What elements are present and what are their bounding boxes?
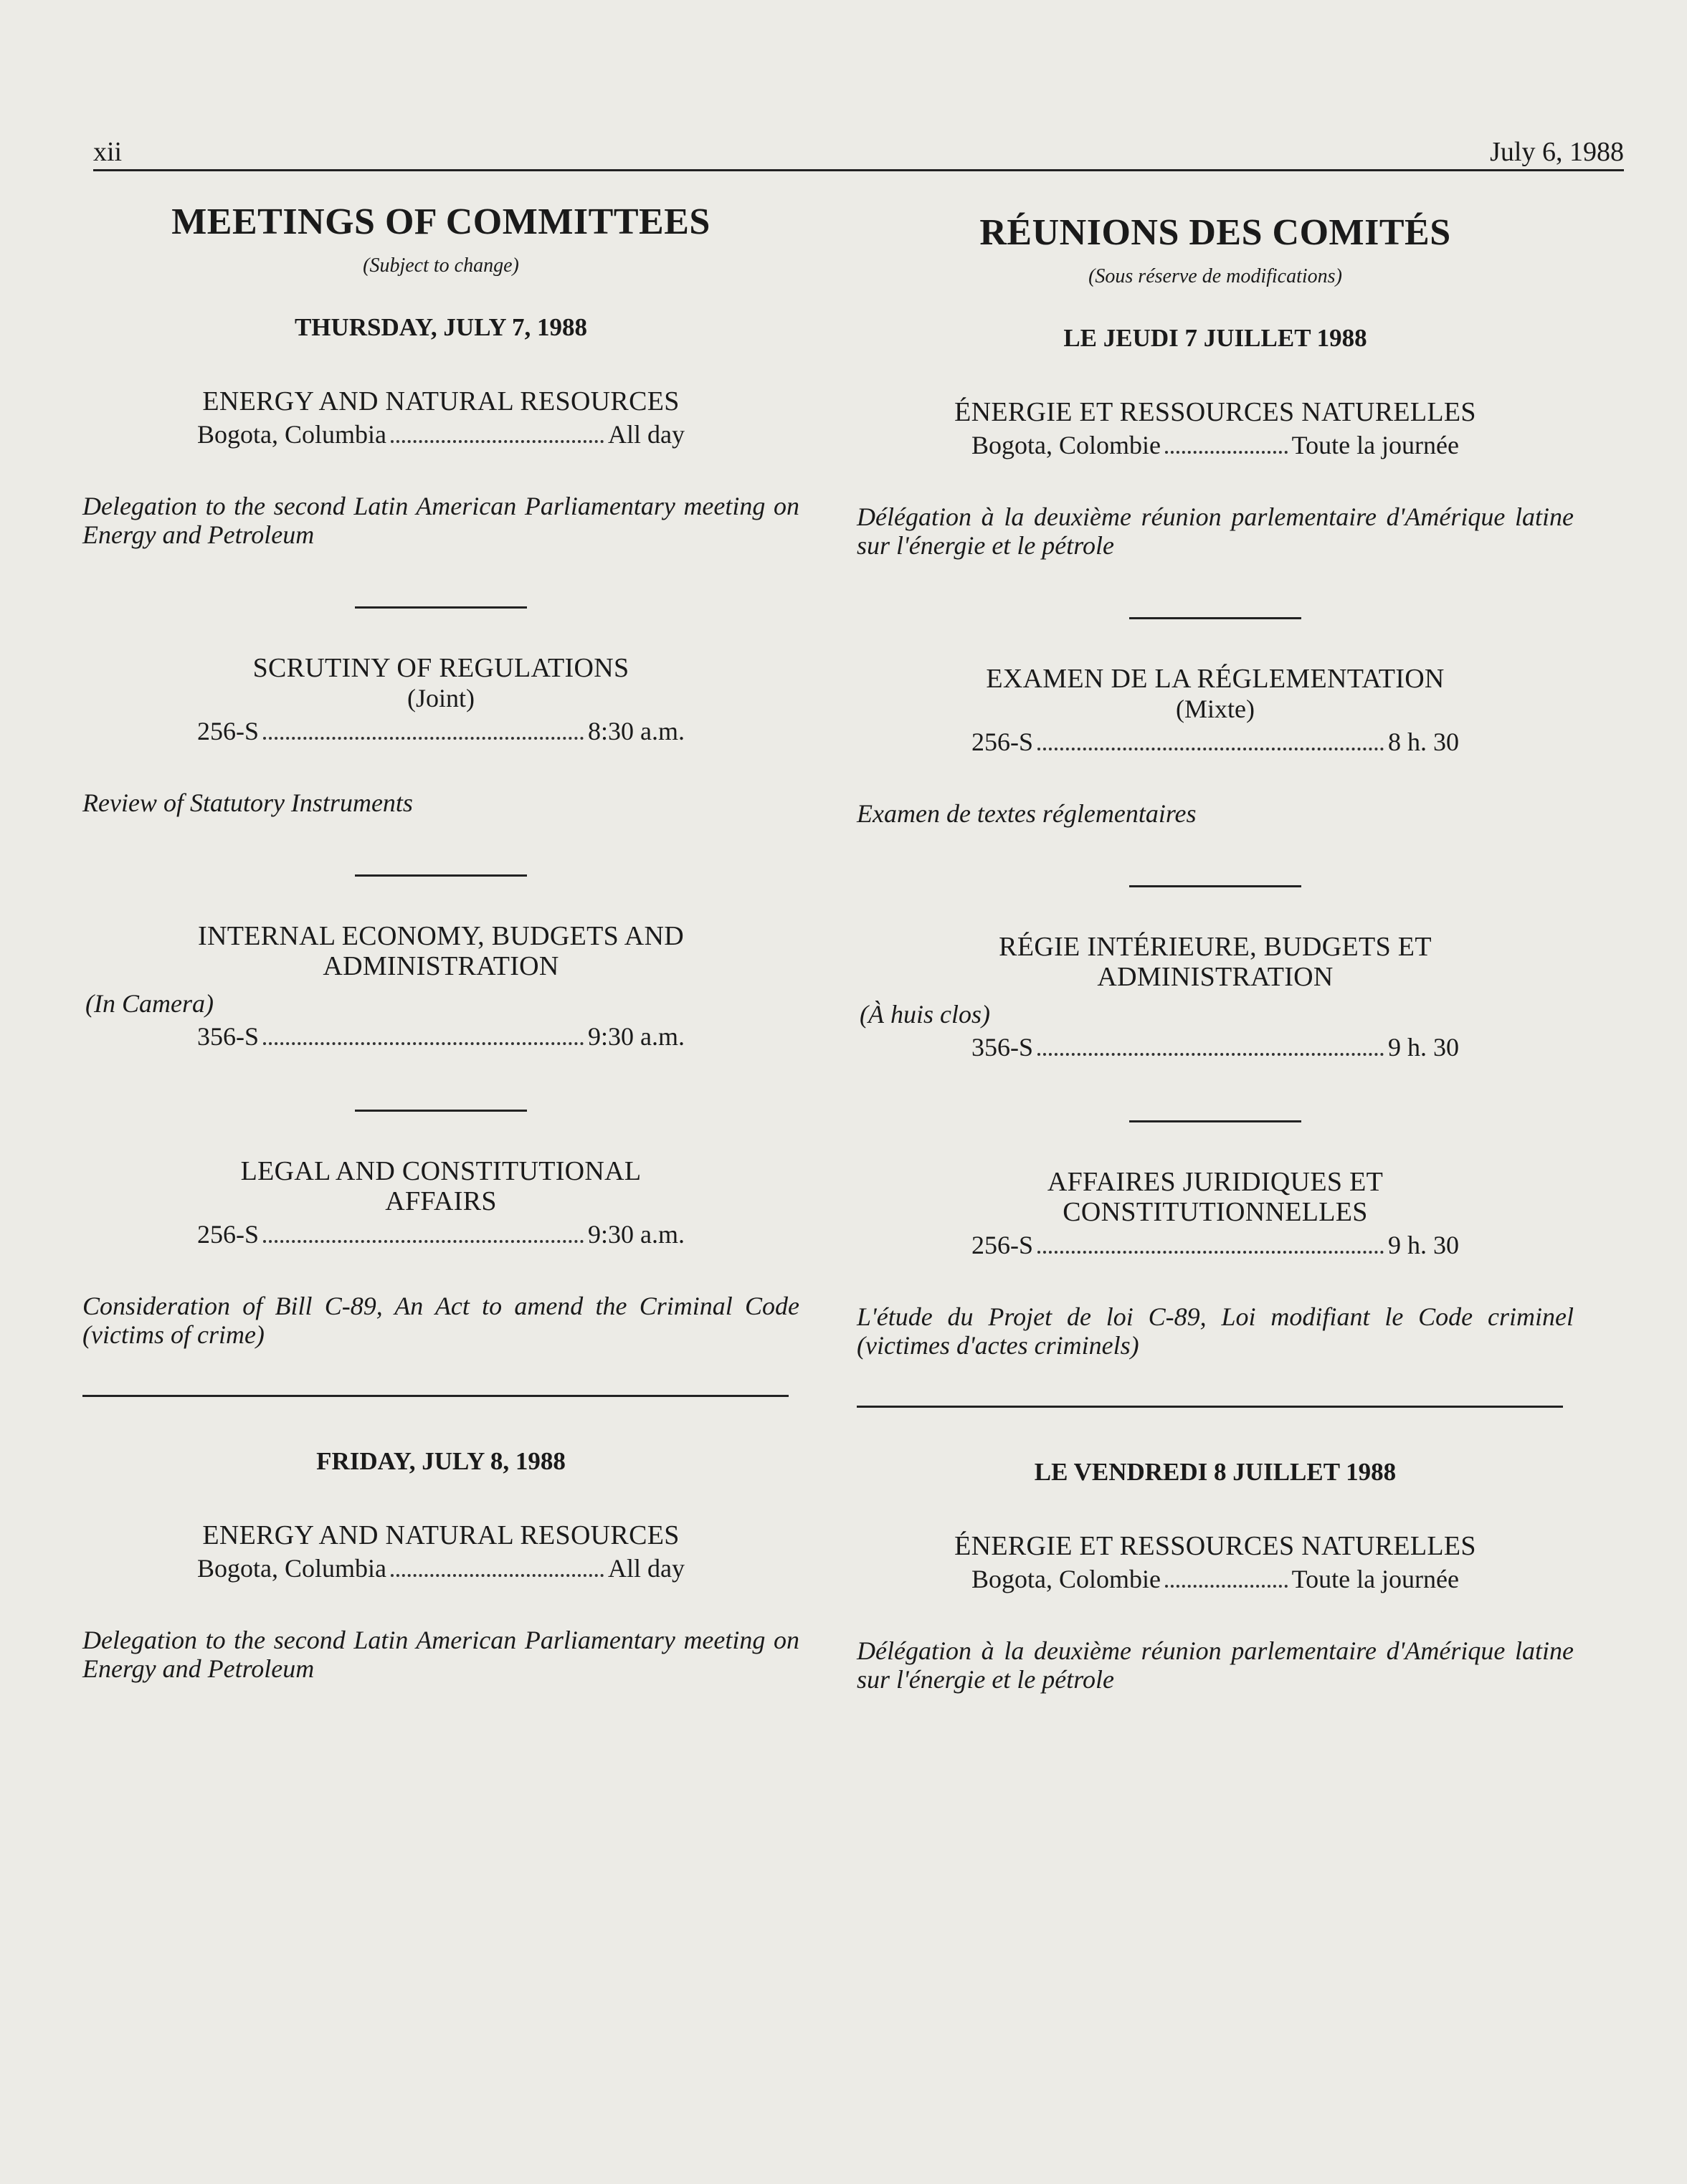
committee-description: Delegation to the second Latin American Parliamentary meeting on Energy and Petroleum (82, 1626, 799, 1683)
day-divider (857, 1406, 1563, 1408)
dot-leader (1165, 451, 1288, 454)
dot-leader (391, 1574, 604, 1577)
page-date: July 6, 1988 (1490, 137, 1624, 167)
page-number: xii (93, 137, 123, 167)
dot-leader (263, 1042, 584, 1045)
committee-name: RÉGIE INTÉRIEURE, BUDGETS ET (999, 932, 1432, 962)
committee-name: ENERGY AND NATURAL RESOURCES (202, 386, 680, 416)
committee-description: Délégation à la deuxième réunion parlementaire d'Amérique latine sur l'énergie et le pétrole (857, 1636, 1574, 1694)
section-subtitle: (Subject to change) (363, 254, 519, 277)
meeting-schedule (197, 1021, 685, 1052)
section-subtitle: (Sous réserve de modifications) (1088, 265, 1342, 287)
meeting-location: 356-S (197, 1022, 260, 1051)
committee-description: L'étude du Projet de loi C-89, Loi modifiant le Code criminel (victimes d'actes criminels) (857, 1302, 1574, 1360)
committee-description: Consideration of Bill C-89, An Act to amend the Criminal Code (victims of crime) (82, 1292, 799, 1349)
french-column (857, 183, 1574, 1694)
committee-description: Delegation to the second Latin American Parliamentary meeting on Energy and Petroleum (82, 492, 799, 549)
dot-leader (1037, 1251, 1384, 1254)
day-divider (82, 1395, 789, 1397)
header-rule (93, 169, 1624, 171)
committee-name: ADMINISTRATION (323, 951, 559, 981)
dot-leader (1037, 748, 1384, 750)
meeting-location: Bogota, Colombie (971, 431, 1161, 459)
committee-divider (355, 1110, 527, 1112)
committee-block (82, 386, 799, 549)
committee-type: (Mixte) (1176, 695, 1255, 723)
committee-block (82, 1156, 799, 1349)
meeting-time: 9 h. 30 (1388, 1231, 1459, 1259)
meeting-location: Bogota, Columbia (197, 420, 386, 449)
meeting-location: 256-S (197, 717, 260, 745)
meeting-location: Bogota, Colombie (971, 1565, 1161, 1593)
dot-leader (263, 737, 584, 740)
committee-name: CONSTITUTIONNELLES (1063, 1197, 1368, 1227)
committee-block (857, 397, 1574, 560)
committee-block (82, 653, 799, 817)
meeting-time: 9 h. 30 (1388, 1033, 1459, 1062)
committee-block (857, 664, 1574, 828)
meeting-location: 256-S (197, 1220, 260, 1249)
meeting-time: All day (608, 1554, 685, 1583)
meeting-schedule (971, 727, 1459, 758)
meeting-schedule (971, 430, 1459, 461)
committee-name: ENERGY AND NATURAL RESOURCES (202, 1520, 680, 1550)
meeting-time: Toute la journée (1291, 431, 1459, 459)
meeting-time: 8 h. 30 (1388, 728, 1459, 756)
section-title: RÉUNIONS DES COMITÉS (979, 212, 1451, 253)
day-heading: LE JEUDI 7 JUILLET 1988 (1063, 324, 1367, 352)
committee-divider (355, 874, 527, 877)
meeting-location: 256-S (971, 728, 1034, 756)
committee-divider (1129, 1120, 1301, 1122)
meeting-schedule (971, 1564, 1459, 1595)
committee-block (857, 1531, 1574, 1694)
committee-block (82, 1520, 799, 1683)
day-heading: LE VENDREDI 8 JUILLET 1988 (1034, 1458, 1397, 1486)
committee-description: Review of Statutory Instruments (82, 788, 413, 817)
committee-divider (1129, 617, 1301, 619)
committee-name: ADMINISTRATION (1097, 962, 1334, 992)
meeting-time: 8:30 a.m. (588, 717, 685, 745)
committee-name: ÉNERGIE ET RESSOURCES NATURELLES (954, 397, 1476, 427)
committee-name: ÉNERGIE ET RESSOURCES NATURELLES (954, 1531, 1476, 1561)
committee-description: Délégation à la deuxième réunion parlementaire d'Amérique latine sur l'énergie et le pétrole (857, 502, 1574, 560)
committee-name: SCRUTINY OF REGULATIONS (252, 653, 629, 683)
day-heading: FRIDAY, JULY 8, 1988 (316, 1447, 566, 1475)
section-title: MEETINGS OF COMMITTEES (171, 201, 711, 242)
committee-block (857, 932, 1574, 1063)
committee-name: AFFAIRS (385, 1186, 497, 1216)
english-column (82, 172, 799, 1683)
committee-block (82, 921, 799, 1052)
committee-name: INTERNAL ECONOMY, BUDGETS AND (198, 921, 684, 951)
meeting-location: 256-S (971, 1231, 1034, 1259)
committee-block (857, 1167, 1574, 1360)
meeting-schedule (197, 716, 685, 747)
committee-name: EXAMEN DE LA RÉGLEMENTATION (986, 664, 1445, 694)
committee-name: LEGAL AND CONSTITUTIONAL (240, 1156, 642, 1186)
meeting-time: All day (608, 420, 685, 449)
meeting-schedule (971, 1230, 1459, 1261)
committee-note: (In Camera) (85, 989, 214, 1018)
committee-name: AFFAIRES JURIDIQUES ET (1047, 1167, 1384, 1197)
meeting-time: 9:30 a.m. (588, 1220, 685, 1249)
meeting-time: Toute la journée (1291, 1565, 1459, 1593)
dot-leader (1165, 1585, 1288, 1588)
meeting-schedule (197, 419, 685, 450)
meeting-location: 356-S (971, 1033, 1034, 1062)
dot-leader (1037, 1053, 1384, 1056)
committee-divider (355, 606, 527, 609)
committee-note: (À huis clos) (860, 1000, 990, 1029)
meeting-location: Bogota, Columbia (197, 1554, 386, 1583)
committee-description: Examen de textes réglementaires (857, 799, 1197, 828)
page-header (93, 129, 1624, 172)
dot-leader (263, 1240, 584, 1243)
meeting-schedule (971, 1032, 1459, 1063)
meeting-schedule (197, 1553, 685, 1584)
meeting-schedule (197, 1219, 685, 1250)
meeting-time: 9:30 a.m. (588, 1022, 685, 1051)
dot-leader (391, 440, 604, 443)
committee-type: (Joint) (407, 684, 475, 712)
committee-divider (1129, 885, 1301, 887)
day-heading: THURSDAY, JULY 7, 1988 (294, 313, 588, 341)
